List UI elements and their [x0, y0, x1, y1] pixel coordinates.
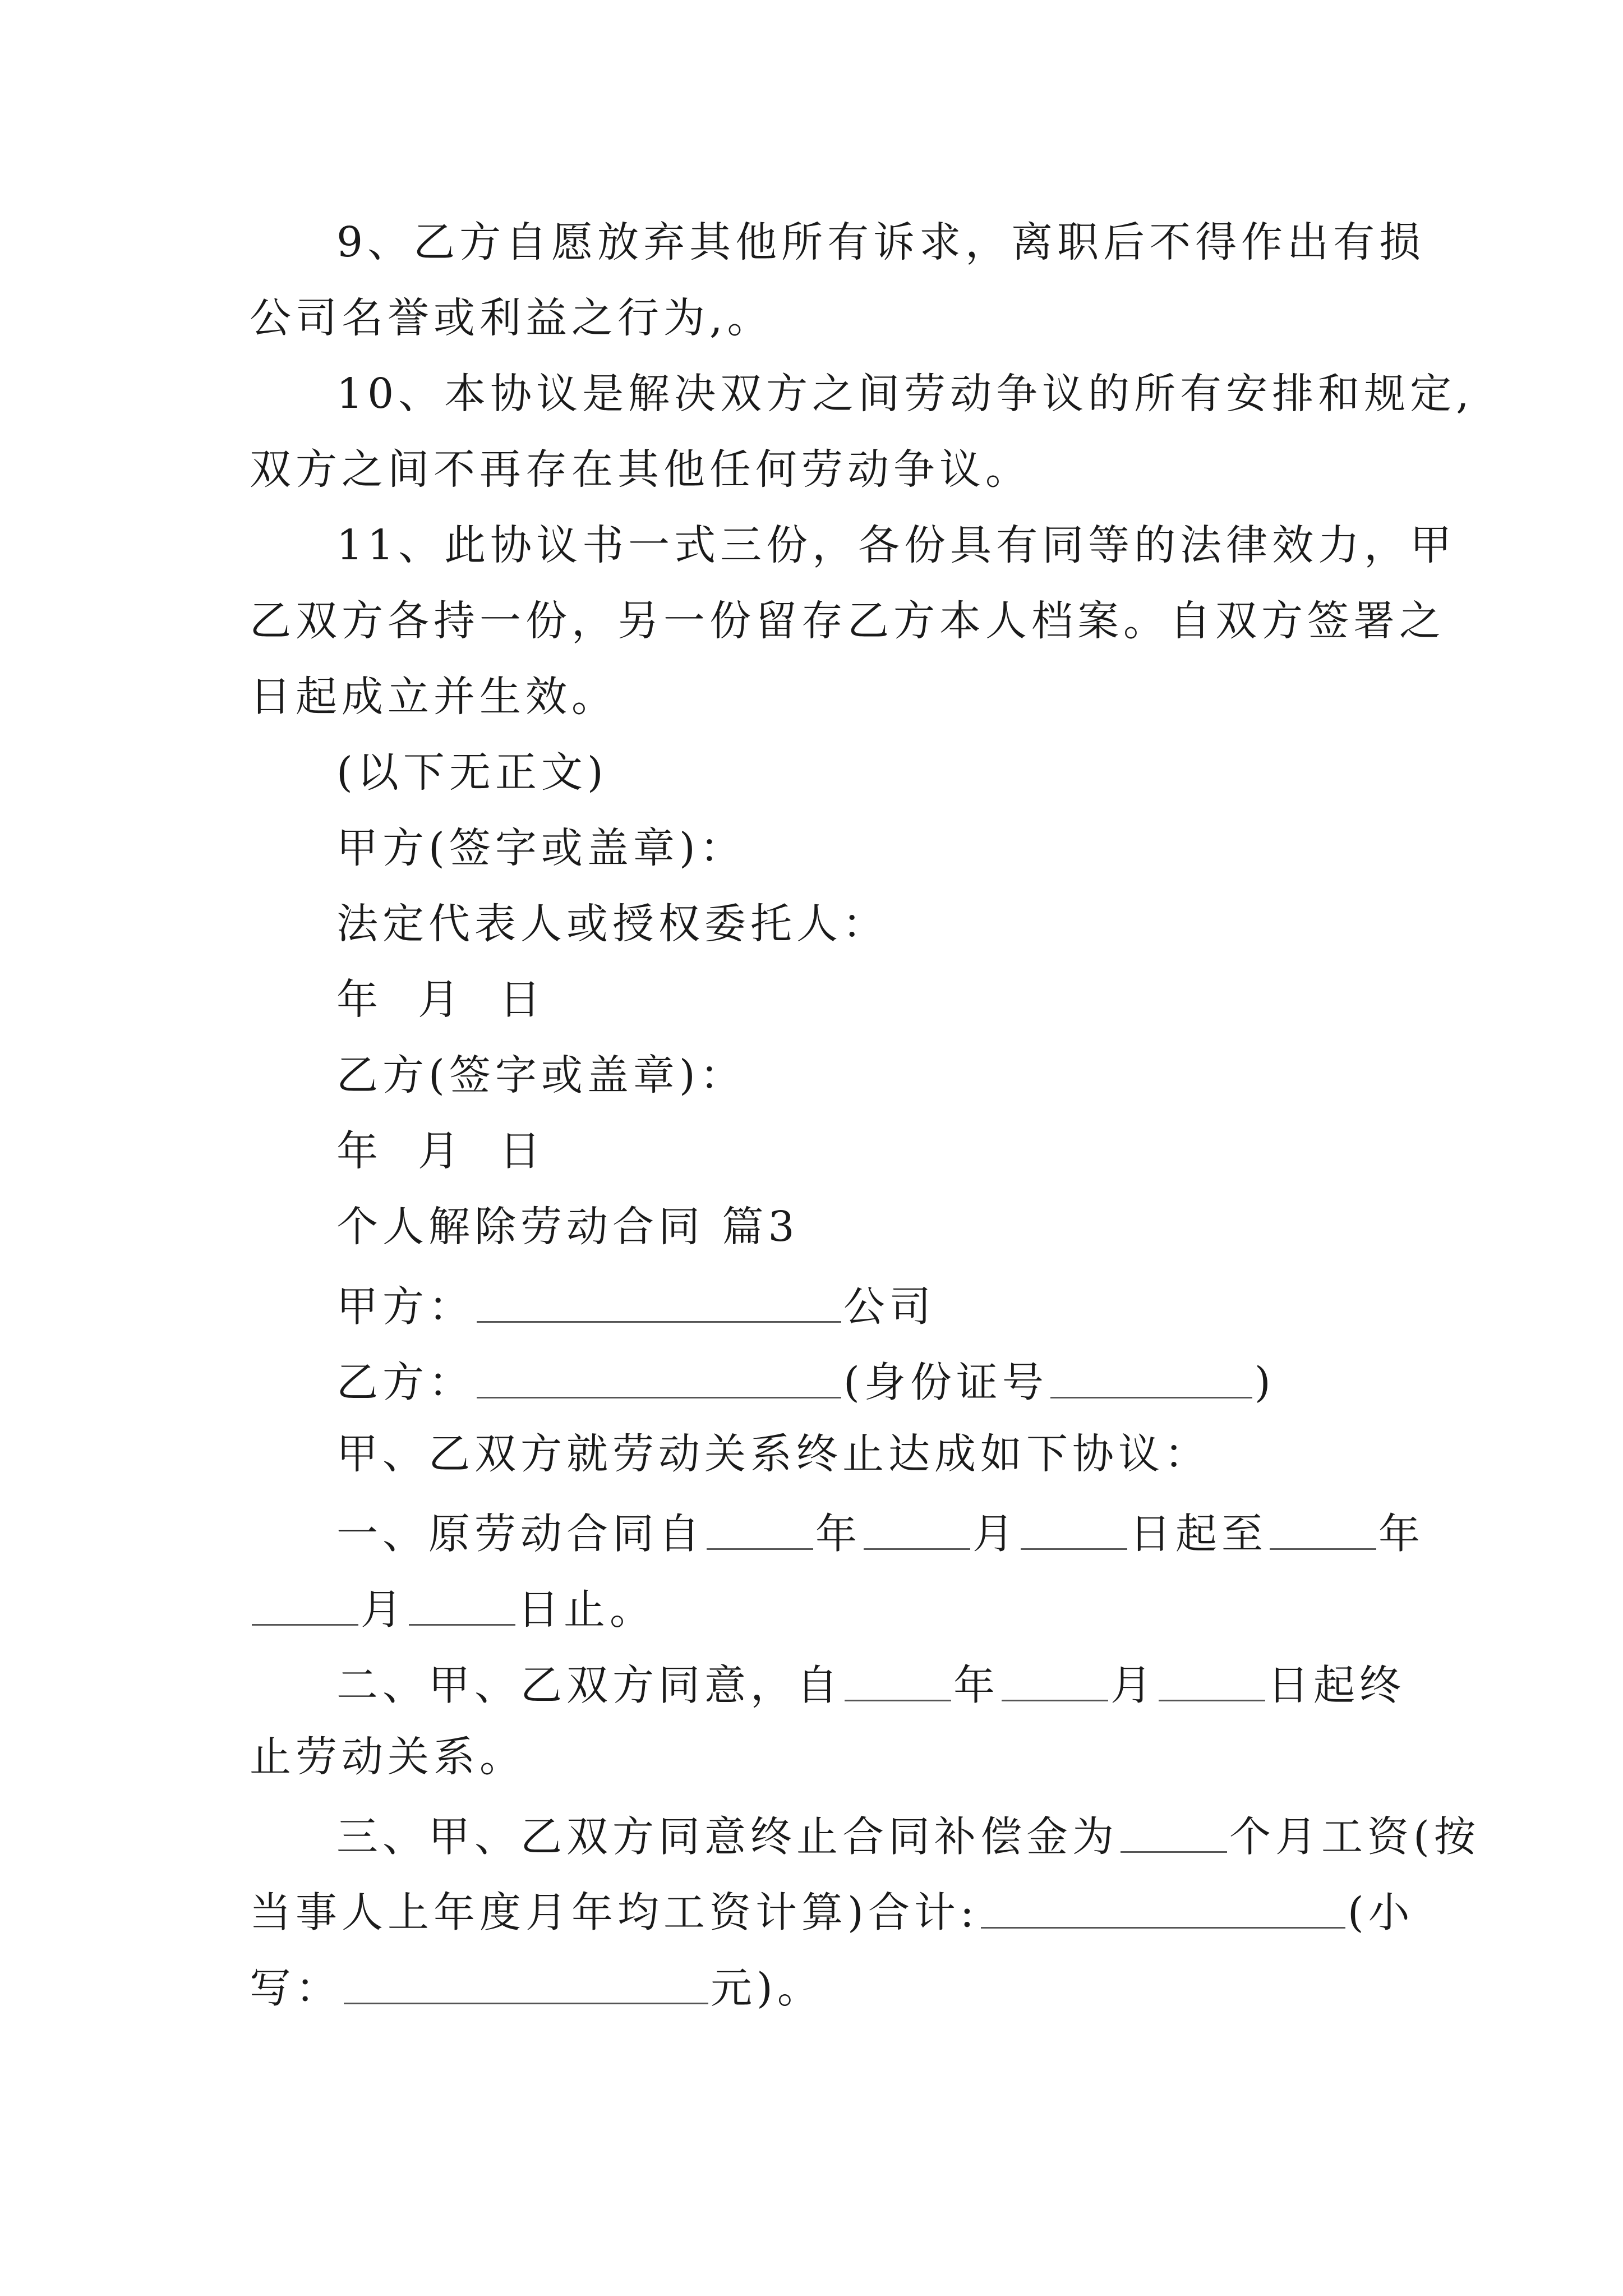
day-from-label: 日起至	[1129, 1510, 1267, 1558]
clause-3-text: 三、甲、乙双方同意终止合同补偿金为	[336, 1812, 1118, 1861]
legal-rep-label: 法定代表人或授权委托人：	[336, 900, 888, 948]
clause-2-line-1	[336, 1660, 1405, 1710]
clause-9-line-2: 公司名誉或利益之行为,。	[250, 294, 773, 342]
no-text-note: (以下无正文)	[336, 748, 608, 797]
clause-3-line-3-text: 写：	[250, 1964, 342, 2013]
id-open: (身份证号	[843, 1358, 1048, 1407]
total-amount-blank	[981, 1888, 1345, 1929]
day-end-label: 日止。	[518, 1585, 656, 1634]
termination-year-blank	[845, 1660, 951, 1701]
end-year-blank	[1270, 1509, 1376, 1550]
clause-11-line-3: 日起成立并生效。	[250, 673, 617, 721]
amount-figures-blank	[344, 1963, 708, 2004]
clause-10-line-1: 10、本协议是解决双方之间劳动争议的所有安排和规定,	[336, 370, 1474, 418]
agreement-intro: 甲、乙双方就劳动关系终止达成如下协议：	[336, 1430, 1210, 1478]
party-b-label: 乙方：	[336, 1358, 474, 1407]
id-close: )	[1254, 1358, 1275, 1407]
clause-3-line-2-suffix: (小	[1347, 1888, 1414, 1937]
start-day-blank	[1021, 1509, 1127, 1550]
start-year-blank	[707, 1509, 813, 1550]
year-label: 年	[953, 1661, 999, 1710]
year-label: 年	[815, 1510, 861, 1558]
clause-1-line-1	[336, 1509, 1424, 1558]
clause-3-line-2	[250, 1888, 1414, 1937]
end-month-blank	[252, 1585, 358, 1626]
party-b-line	[336, 1358, 1275, 1407]
party-b-date: 年 月 日	[336, 1127, 546, 1175]
party-a-date: 年 月 日	[336, 976, 546, 1024]
termination-day-blank	[1159, 1660, 1265, 1701]
clause-2-line-2: 止劳动关系。	[250, 1733, 525, 1781]
clause-10-line-2: 双方之间不再存在其他任何劳动争议。	[250, 445, 1031, 494]
termination-month-blank	[1002, 1660, 1108, 1701]
clause-3-line-3	[250, 1963, 823, 2013]
party-a-label: 甲方：	[336, 1282, 474, 1331]
end-day-blank	[409, 1585, 515, 1626]
clause-1-text: 一、原劳动合同自	[336, 1510, 704, 1558]
month-label: 月	[1110, 1661, 1156, 1710]
party-a-company-blank	[477, 1282, 841, 1323]
day-label: 日起终	[1267, 1661, 1405, 1710]
clause-3-line-1	[336, 1812, 1480, 1861]
year-label: 年	[1378, 1510, 1424, 1558]
clause-3-line-3-suffix: 元)。	[711, 1964, 823, 2013]
clause-11-line-2: 乙双方各持一份，另一份留存乙方本人档案。自双方签署之	[250, 597, 1445, 645]
clause-3-text-b: 个月工资(按	[1229, 1812, 1480, 1861]
party-a-signature-label: 甲方(签字或盖章)：	[336, 824, 746, 872]
clause-9-line-1: 9、乙方自愿放弃其他所有诉求，离职后不得作出有损	[336, 218, 1426, 266]
party-a-line	[336, 1282, 935, 1331]
month-label: 月	[972, 1510, 1018, 1558]
start-month-blank	[864, 1509, 970, 1550]
party-a-suffix: 公司	[843, 1282, 935, 1331]
clause-2-text: 二、甲、乙双方同意，自	[336, 1661, 842, 1710]
months-blank	[1121, 1812, 1227, 1853]
month-label: 月	[361, 1585, 407, 1634]
section-title: 个人解除劳动合同 篇3	[336, 1203, 799, 1251]
clause-3-line-2-text: 当事人上年度月年均工资计算)合计:	[250, 1888, 979, 1937]
clause-11-line-1: 11、此协议书一式三份，各份具有同等的法律效力，甲	[336, 521, 1456, 569]
party-b-name-blank	[477, 1358, 841, 1398]
party-b-signature-label: 乙方(签字或盖章)：	[336, 1051, 746, 1099]
id-number-blank	[1050, 1358, 1252, 1398]
clause-1-line-2	[250, 1585, 656, 1634]
